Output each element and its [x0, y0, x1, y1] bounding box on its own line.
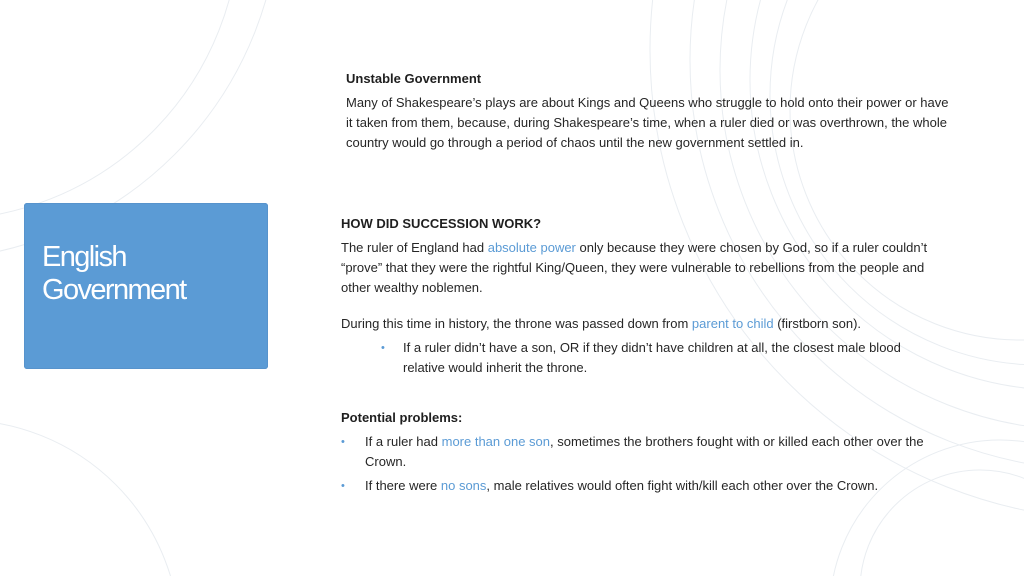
succession-p2-text-a: During this time in history, the throne was passed down from — [341, 316, 692, 331]
problem-2-text-a: If there were — [365, 478, 441, 493]
title-card — [24, 203, 268, 369]
parent-to-child-highlight: parent to child — [691, 316, 774, 331]
problem-item-2-text — [365, 476, 941, 496]
succession-paragraph-1 — [341, 238, 941, 298]
problem-item-1-text — [365, 432, 941, 472]
title-line-1: English — [42, 241, 126, 273]
succession-heading: HOW DID SUCCESSION WORK? — [341, 216, 542, 231]
succession-paragraph-2 — [341, 314, 941, 334]
more-than-one-son-highlight: more than one son — [441, 434, 551, 449]
succession-bullet-text: If a ruler didn’t have a son, OR if they didn’t have children at all, the closest male blood relative would inherit the throne. — [403, 340, 901, 375]
problems-section — [341, 408, 941, 496]
unstable-heading: Unstable Government — [346, 71, 482, 86]
title-line-2: Government — [42, 274, 186, 306]
problem-1-text-a: If a ruler had — [365, 434, 442, 449]
no-sons-highlight: no sons — [440, 478, 487, 493]
bullet-icon: • — [381, 342, 385, 354]
problem-1-text-b: , sometimes the brothers fought with or killed each other over the Crown. — [365, 434, 924, 469]
problems-heading: Potential problems: — [341, 410, 463, 425]
problem-item-2 — [341, 476, 941, 496]
bullet-icon: • — [341, 436, 345, 448]
slide-title — [42, 241, 257, 307]
succession-p2-text-b: (firstborn son). — [773, 316, 862, 331]
succession-p1-text-b: only because they were chosen by God, so if a ruler couldn’t “prove” that they were the rightful King/Queen, they were vulnerable to rebellions from the people and other wealthy noblemen. — [341, 240, 928, 295]
succession-bullet — [341, 338, 941, 378]
problem-2-text-b: , male relatives would often fight with/kill each other over the Crown. — [486, 478, 879, 493]
unstable-body: Many of Shakespeare’s plays are about Kings and Queens who struggle to hold onto their power or have it taken from them, because, during Shakespeare’s time, when a ruler died or was overthrown, the whole country would go through a period of chaos until the new government settled in. — [346, 95, 949, 150]
absolute-power-highlight: absolute power — [487, 240, 576, 255]
succession-section — [341, 214, 941, 378]
succession-p1-text-a: The ruler of England had — [341, 240, 488, 255]
problem-item-1 — [341, 432, 941, 472]
bullet-icon: • — [341, 480, 345, 492]
unstable-section — [346, 69, 956, 153]
